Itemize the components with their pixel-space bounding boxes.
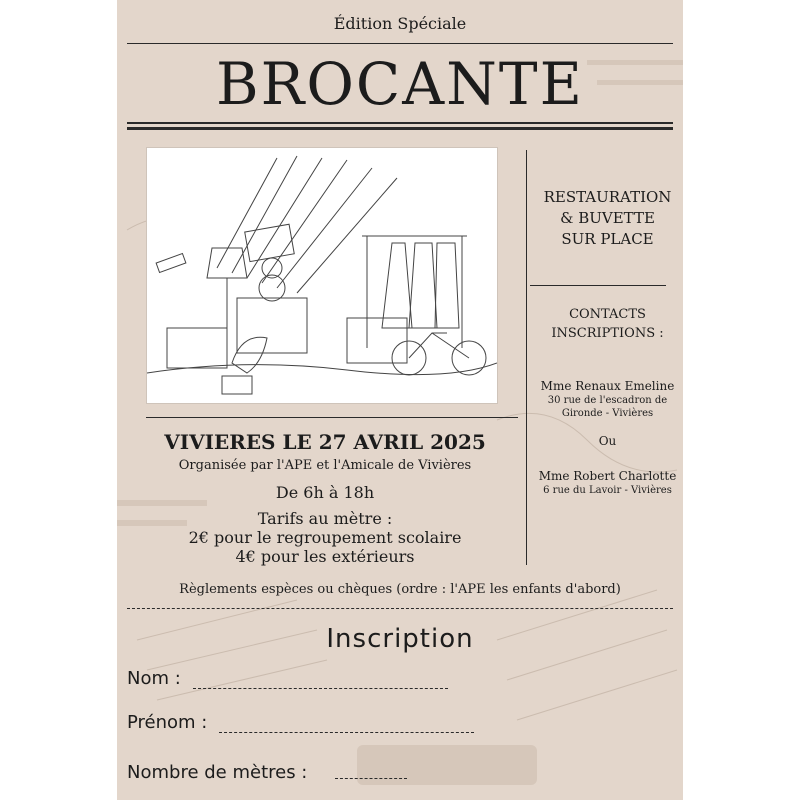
prenom-field[interactable] [219, 732, 474, 733]
tarif-exterior: 4€ pour les extérieurs [235, 547, 415, 566]
edition-label: Édition Spéciale [333, 14, 467, 33]
restauration-line-2: & BUVETTE [560, 209, 655, 227]
restauration-info [532, 187, 683, 250]
contact-2-address: 6 rue du Lavoir - Vivières [543, 485, 672, 496]
flyer-sheet [117, 0, 683, 800]
flyer-title: BROCANTE [216, 50, 584, 118]
event-headline: VIVIERES LE 27 AVRIL 2025 [164, 430, 486, 454]
nom-label: Nom : [127, 668, 181, 689]
prenom-label: Prénom : [127, 712, 208, 733]
tarifs-title: Tarifs au mètre : [257, 509, 393, 528]
contact-1-address-line-2: Gironde - Vivières [561, 408, 654, 419]
cut-line [127, 608, 673, 609]
contact-1-address-line-1: 30 rue de l'escadron de [547, 395, 668, 406]
contacts-block [532, 305, 683, 497]
top-rule [127, 43, 673, 44]
illustration-bottom-rule [146, 417, 518, 418]
contacts-title-line-1: CONTACTS [569, 307, 646, 322]
contacts-title-line-2: INSCRIPTIONS : [551, 326, 664, 341]
contact-1-name: Mme Renaux Emeline [540, 379, 675, 393]
nom-field[interactable] [193, 688, 448, 689]
contact-2-name: Mme Robert Charlotte [538, 469, 677, 483]
payment-info: Règlements espèces ou chèques (ordre : l'APE les enfants d'abord) [179, 582, 621, 597]
or-label: Ou [598, 434, 617, 448]
inscription-title: Inscription [326, 624, 474, 654]
metres-label: Nombre de mètres : [127, 762, 308, 783]
vertical-divider [526, 150, 527, 565]
restauration-line-1: RESTAURATION [543, 188, 672, 206]
organised-by: Organisée par l'APE et l'Amicale de Vivières [178, 458, 472, 473]
restauration-line-3: SUR PLACE [561, 230, 654, 248]
title-rule-thin [127, 122, 673, 124]
tarifs-block [127, 509, 523, 566]
event-hours: De 6h à 18h [275, 483, 375, 502]
side-rule [530, 285, 666, 286]
title-rule-thick [127, 127, 673, 130]
tarif-school: 2€ pour le regroupement scolaire [188, 528, 462, 547]
brocante-illustration [146, 147, 498, 404]
metres-field[interactable] [335, 778, 407, 779]
